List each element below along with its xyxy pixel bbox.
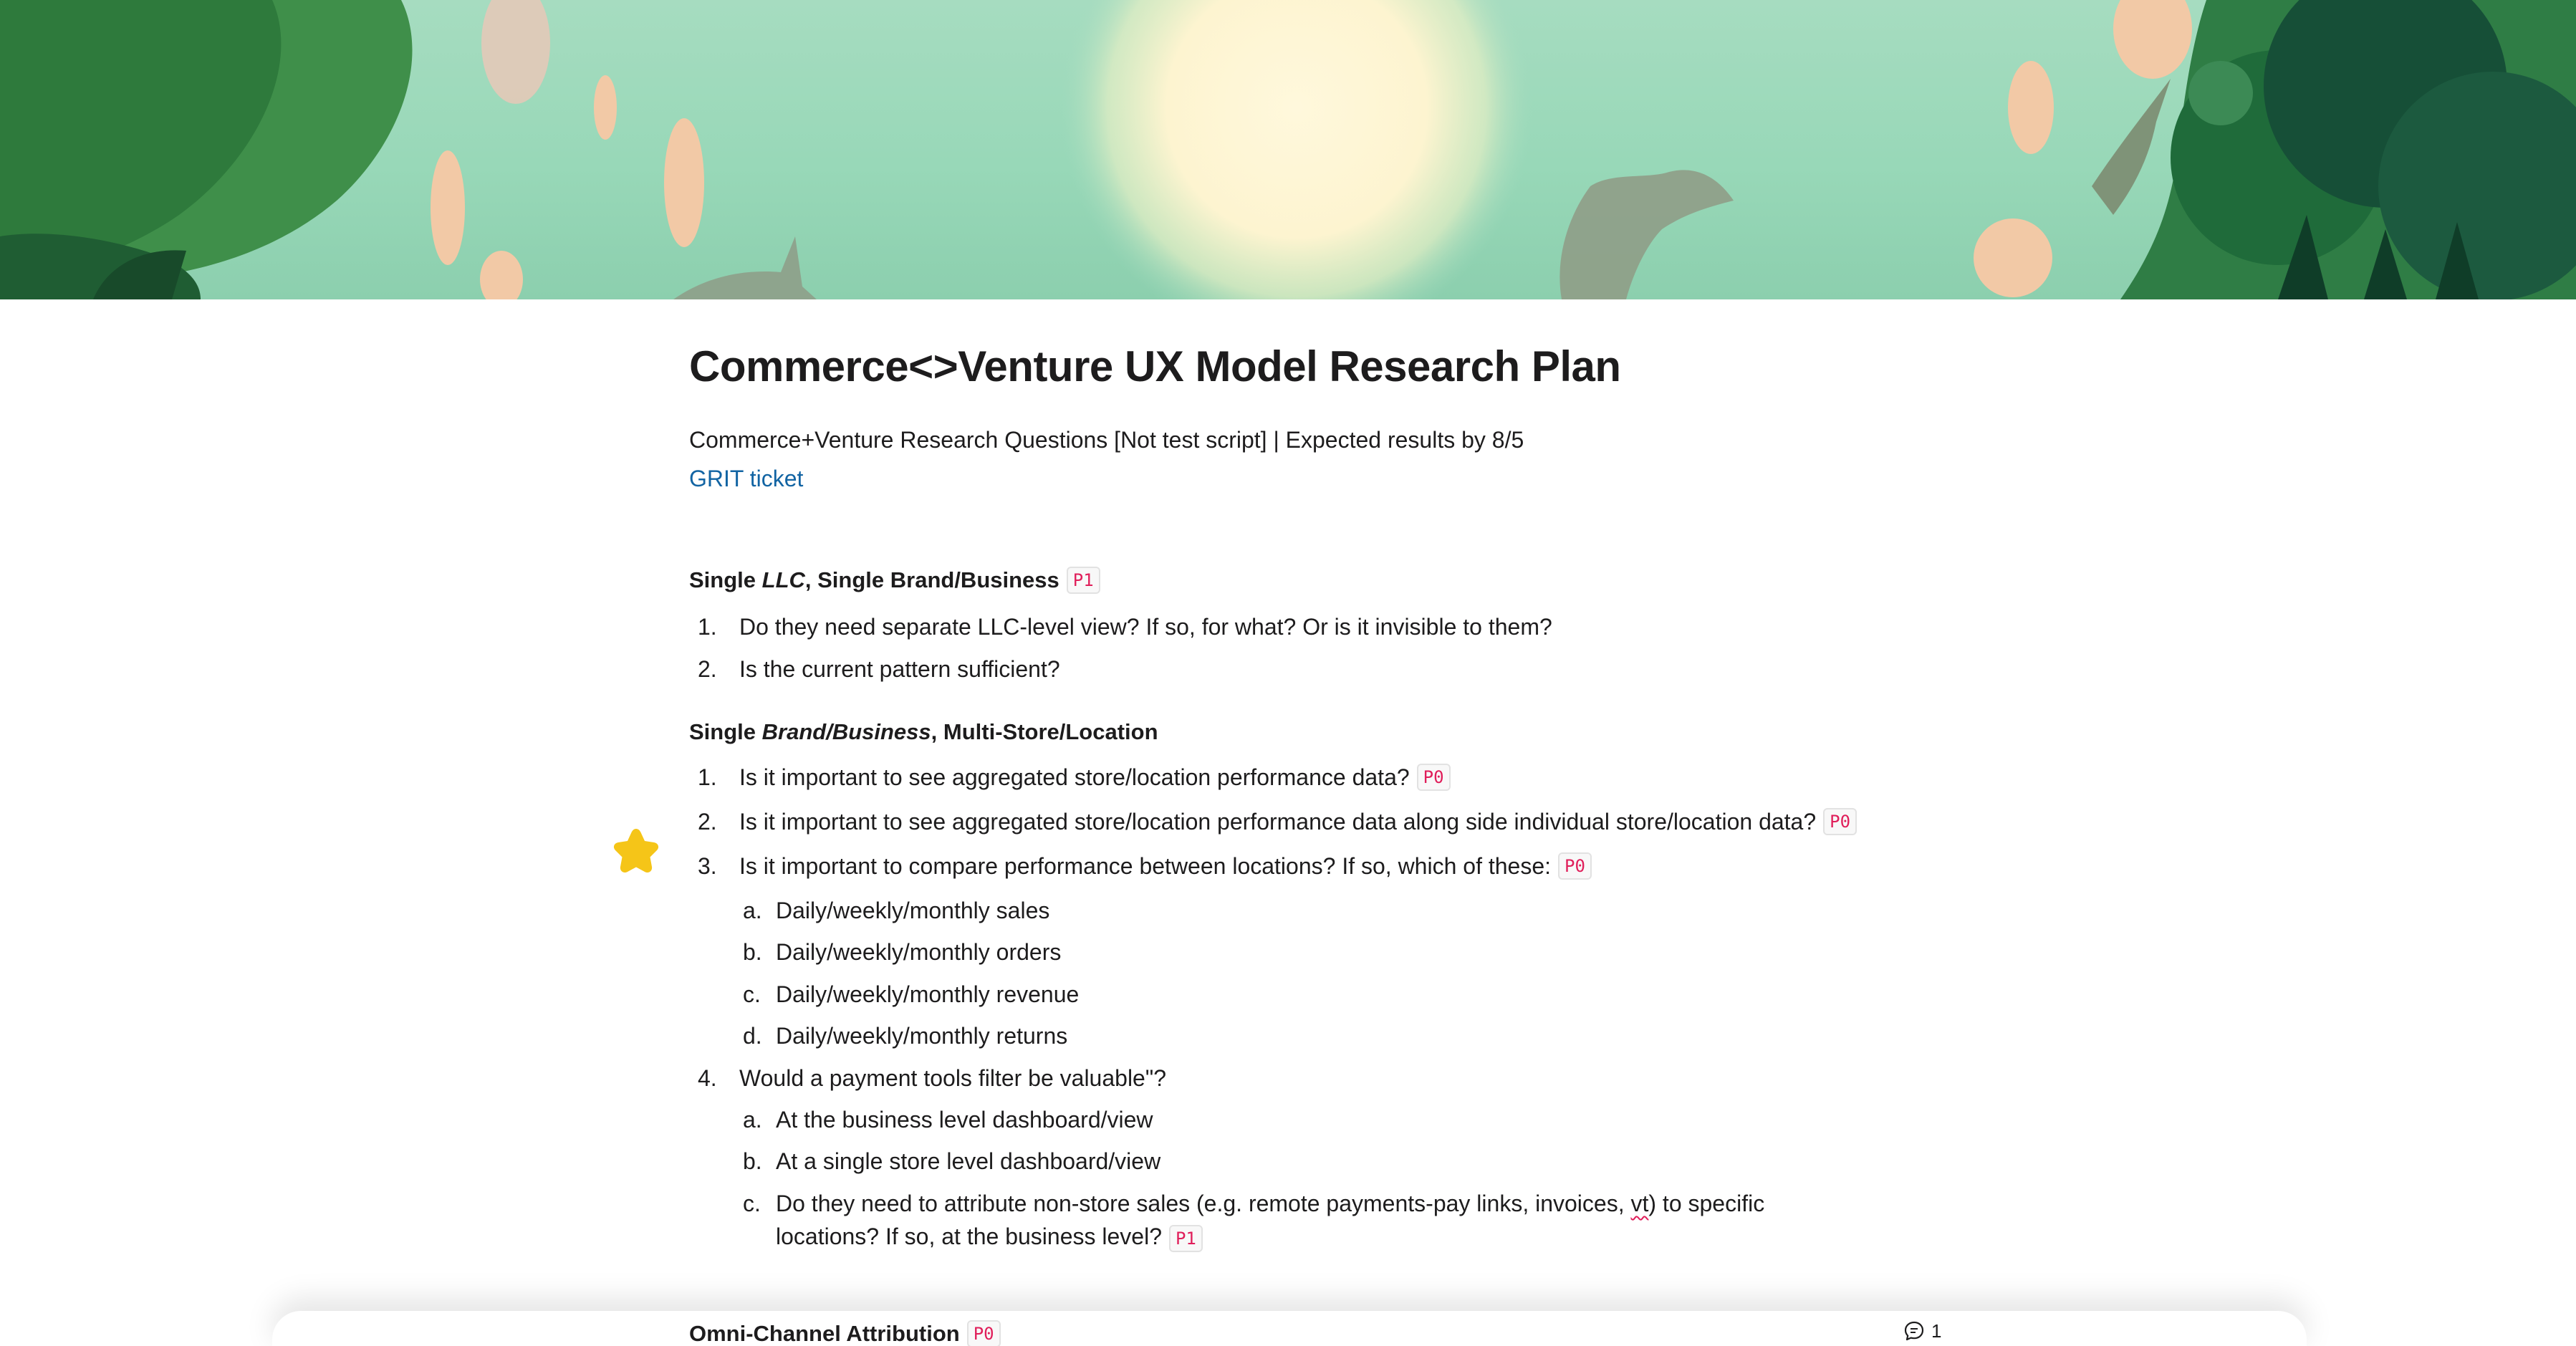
list-item-text — [776, 1187, 1860, 1253]
list-item-text: Daily/weekly/monthly sales — [776, 898, 1050, 923]
section-heading-omni-channel — [689, 1318, 1001, 1346]
sub-list-item — [743, 1019, 1067, 1052]
list-item-text: Is it important to compare performance between locations? If so, which of these: — [739, 853, 1552, 879]
list-item-text-part: ) to specific locations? If so, at the business level? — [776, 1191, 1765, 1249]
list-item — [698, 1062, 1166, 1095]
grit-ticket-link[interactable]: GRIT ticket — [689, 466, 804, 491]
list-item — [698, 805, 1857, 838]
list-letter: a. — [743, 1107, 762, 1133]
section-heading-single-brand — [689, 716, 1158, 748]
list-item-text: Is the current pattern sufficient? — [739, 656, 1060, 682]
list-letter: c. — [743, 981, 761, 1007]
list-letter: a. — [743, 898, 762, 923]
document-subtitle: Commerce+Venture Research Questions [Not test script] | Expected results by 8/5 — [689, 427, 1524, 453]
heading-text: Single — [689, 719, 762, 744]
priority-tag: P0 — [1558, 852, 1592, 880]
comment-count-text: 1 — [1931, 1319, 1942, 1342]
list-letter: b. — [743, 1148, 762, 1174]
heading-italic-text: LLC — [761, 567, 805, 592]
heading-text: Single — [689, 567, 762, 592]
priority-tag: P0 — [967, 1320, 1001, 1346]
sub-list-item — [743, 936, 1061, 968]
list-number: 1. — [698, 614, 717, 640]
spellcheck-word[interactable]: vt — [1630, 1191, 1649, 1216]
priority-tag: P0 — [1417, 764, 1451, 791]
list-item-text: Would a payment tools filter be valuable"? — [739, 1065, 1166, 1091]
heading-text: , Multi-Store/Location — [931, 719, 1158, 744]
list-number: 4. — [698, 1065, 717, 1091]
list-number: 2. — [698, 656, 717, 682]
list-item-text: Daily/weekly/monthly revenue — [776, 981, 1080, 1007]
list-item-text: At the business level dashboard/view — [776, 1107, 1153, 1133]
page-title: Commerce<>Venture UX Model Research Plan — [689, 342, 1621, 390]
heading-italic-text: Brand/Business — [761, 719, 931, 744]
list-item-text: Daily/weekly/monthly orders — [776, 939, 1062, 965]
list-number: 1. — [698, 764, 717, 790]
list-letter: c. — [743, 1191, 761, 1216]
priority-tag: P1 — [1169, 1225, 1203, 1252]
list-item — [698, 653, 1060, 686]
list-item-text-part: Do they need to attribute non-store sales (e.g. remote payments-pay links, invoices, — [776, 1191, 1631, 1216]
list-item-text: Is it important to see aggregated store/location performance data? — [739, 764, 1410, 790]
list-letter: b. — [743, 939, 762, 965]
sub-list-item — [743, 1187, 1860, 1253]
section-heading-single-llc — [689, 564, 1100, 596]
floating-section-bar — [272, 1311, 2307, 1346]
sub-list-item — [743, 1103, 1153, 1136]
sub-list-item — [743, 978, 1079, 1011]
sub-list-item — [743, 1145, 1160, 1178]
priority-tag: P0 — [1823, 808, 1857, 835]
priority-tag: P1 — [1067, 567, 1100, 594]
list-letter: d. — [743, 1023, 762, 1049]
comment-count-button[interactable] — [1903, 1319, 1941, 1342]
list-number: 3. — [698, 853, 717, 879]
list-item-text: Daily/weekly/monthly returns — [776, 1023, 1068, 1049]
list-item-text: Do they need separate LLC-level view? If so, for what? Or is it invisible to them? — [739, 614, 1552, 640]
list-item-text: At a single store level dashboard/view — [776, 1148, 1161, 1174]
comment-icon — [1903, 1319, 1926, 1342]
heading-text: Omni-Channel Attribution — [689, 1321, 960, 1346]
header-banner-image — [0, 0, 2576, 299]
list-item — [698, 850, 1592, 883]
list-item — [698, 610, 1552, 643]
list-item — [698, 761, 1451, 794]
list-item-text: Is it important to see aggregated store/location performance data along side individual store/location data? — [739, 809, 1817, 835]
list-number: 2. — [698, 809, 717, 835]
sub-list-item — [743, 894, 1049, 927]
heading-text: , Single Brand/Business — [804, 567, 1059, 592]
banner-illustration — [0, 0, 2576, 299]
star-icon[interactable] — [609, 825, 663, 880]
